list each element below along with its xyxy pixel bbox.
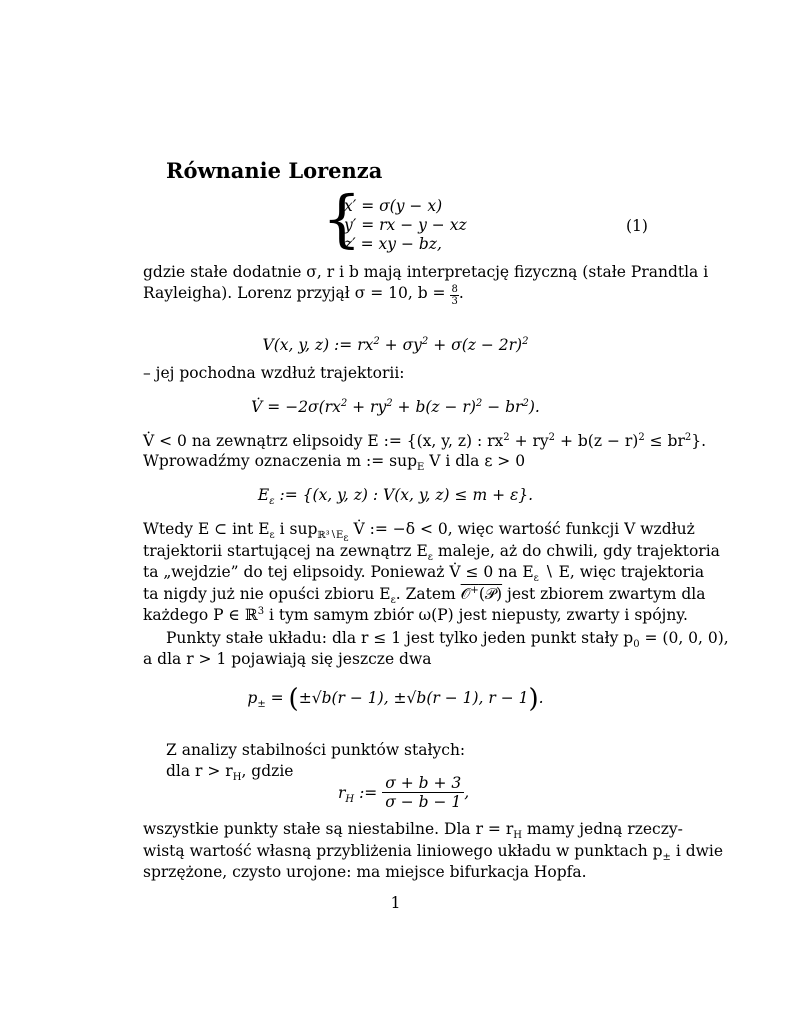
p3-part: = (0, 0, 0),: [639, 629, 729, 647]
vdot-part: − br: [482, 398, 523, 416]
p5-part: mamy jedną rzeczy-: [521, 820, 683, 838]
p2-part: maleje, aż do chwili, gdy trajektoria: [432, 542, 720, 560]
vdot-part: V̇ = −2σ(rx: [251, 398, 341, 416]
para5-line1: [143, 820, 683, 842]
rh-denominator: σ − b − 1: [385, 793, 462, 811]
equation-y: y′ = rx − y − xz: [344, 216, 467, 234]
rh-lhs: [338, 783, 378, 805]
ellipsoid-part: V̇ < 0 na zewnątrz elipsoidy E := {(x, y, z) : rx: [143, 432, 504, 450]
p2-part: ta „wejdzie” do tej elipsoidy. Ponieważ V̇ ≤ 0 na E: [143, 563, 534, 581]
p2-sub-text: ℝ³∖E: [317, 530, 344, 542]
vdot-sup: 2: [475, 397, 483, 409]
eps-sub: ε: [269, 496, 275, 508]
p3-part: Punkty stałe układu: dla r ≤ 1 jest tylko jeden punkt stały p: [166, 629, 634, 647]
ppm-part: =: [265, 689, 289, 707]
ellipsoid-sup: 2: [548, 431, 556, 443]
p2-part: ta nigdy już nie opuści zbioru E: [143, 585, 391, 603]
p3-sub: 0: [633, 639, 640, 651]
para5-line2: [143, 842, 724, 864]
notation-sub: E: [417, 462, 425, 474]
para4-line2: [166, 762, 294, 784]
p2-part: ∖ E, więc trajektoria: [538, 563, 705, 581]
p2-sub: ε: [533, 573, 539, 585]
vdot-sup: 2: [386, 397, 393, 409]
p2-part: jest zbiorem zwartym dla: [502, 585, 706, 603]
vdot-part: + ry: [347, 398, 387, 416]
p2-sub: ε: [390, 595, 396, 607]
para2-line1: [143, 520, 695, 545]
rh-fraction: [382, 774, 464, 811]
frac-num: 8: [451, 284, 458, 295]
p2-sub: ε: [427, 552, 433, 564]
rh-part: r: [338, 783, 346, 802]
vdot-part: ).: [528, 398, 540, 416]
p2-sub: [317, 530, 349, 545]
para2-line3: [143, 563, 705, 585]
lyap-part: V(x, y, z) := rx: [262, 336, 374, 354]
rh-comma: ,: [464, 783, 470, 802]
ellipsoid-sup: 2: [638, 431, 645, 443]
vdot-equation: [0, 398, 791, 416]
p2-subsub: ε: [343, 533, 349, 545]
rh-part: :=: [354, 783, 378, 802]
eps-set-equation: [0, 486, 791, 508]
derivative-intro: – jej pochodna wzdłuż trajektorii:: [143, 364, 405, 382]
equation-x: x′ = σ(y − x): [344, 197, 443, 215]
ppm-part: p: [247, 689, 258, 707]
orbit-sup: +: [470, 584, 479, 596]
ppm-sub: ±: [257, 699, 266, 711]
p2-part: trajektorii startującej na zewnątrz E: [143, 542, 428, 560]
p5-sub: ±: [662, 852, 671, 864]
eps-part: := {(x, y, z) : V(x, y, z) ≤ m + ε}.: [274, 486, 534, 504]
vdot-part: + b(z − r): [392, 398, 476, 416]
para1-line2-text: Rayleigha). Lorenz przyjął σ = 10, b =: [143, 284, 446, 302]
fraction-eight-thirds: [450, 284, 458, 307]
ellipsoid-part: + ry: [509, 432, 549, 450]
ppm-equation: [0, 684, 791, 714]
para2-line4: [143, 584, 706, 607]
orbit-arg: (𝒫): [478, 585, 503, 603]
ellipsoid-sup: 2: [503, 431, 510, 443]
page-number: 1: [390, 894, 401, 912]
right-paren: ): [528, 684, 539, 714]
lyapunov-function: [0, 336, 791, 354]
ppm-inner: ±√b(r − 1), ±√b(r − 1), r − 1: [298, 689, 529, 707]
p4-part: dla r > r: [166, 762, 233, 780]
p5-sub: H: [513, 830, 522, 842]
p2-part: . Zatem: [395, 585, 461, 603]
left-paren: (: [288, 684, 299, 714]
p5-part: wszystkie punkty stałe są niestabilne. Dla r = r: [143, 820, 514, 838]
p4-sub: H: [232, 772, 242, 784]
ellipsoid-part: ≤ br: [644, 432, 685, 450]
para4-line1: Z analizy stabilności punktów stałych:: [166, 741, 466, 759]
vdot-sup: 2: [522, 397, 529, 409]
para3-line1: [166, 629, 729, 651]
equation-z: z′ = xy − bz,: [344, 235, 442, 253]
eps-part: E: [257, 486, 270, 504]
equation-number: (1): [626, 217, 648, 235]
section-title: Równanie Lorenza: [166, 158, 383, 183]
ellipsoid-part: }.: [691, 432, 707, 450]
rh-equation: [338, 774, 469, 811]
left-brace: {: [322, 182, 362, 255]
notation-part: V i dla ε > 0: [424, 452, 526, 470]
vdot-sup: 2: [340, 397, 348, 409]
p2-sub: ε: [269, 530, 275, 542]
para1-line2-end: .: [458, 284, 464, 302]
ellipsoid-line: [143, 432, 706, 450]
lyap-part: + σy: [379, 336, 422, 354]
rh-numerator: σ + b + 3: [382, 774, 464, 793]
ellipsoid-sup: 2: [684, 431, 692, 443]
orbit-closure: [461, 585, 502, 603]
p4-part: , gdzie: [241, 762, 294, 780]
p2-sup: 3: [257, 605, 265, 617]
para5-line3: sprzężone, czysto urojone: ma miejsce bifurkacja Hopfa.: [143, 863, 587, 881]
para1-line2: [143, 284, 464, 307]
para3-line2: a dla r > 1 pojawiają się jeszcze dwa: [143, 650, 432, 668]
lyap-sup: 2: [421, 335, 429, 347]
notation-part: Wprowadźmy oznaczenia m := sup: [143, 452, 418, 470]
p5-part: i dwie: [670, 842, 724, 860]
lyap-part: + σ(z − 2r): [428, 336, 523, 354]
p2-part: każdego P ∈ ℝ: [143, 606, 258, 624]
lyap-sup: 2: [373, 335, 380, 347]
frac-den: 3: [451, 296, 458, 307]
p5-part: wistą wartość własną przybliżenia liniowego układu w punktach p: [143, 842, 663, 860]
rh-sub: H: [345, 793, 355, 805]
lyap-sup: 2: [522, 335, 529, 347]
notation-line: [143, 452, 526, 474]
p2-part: i sup: [274, 520, 318, 538]
p2-part: i tym samym zbiór ω(P) jest niepusty, zwarty i spójny.: [264, 606, 688, 624]
para2-line2: [143, 542, 720, 564]
ellipsoid-part: + b(z − r): [555, 432, 639, 450]
p2-part: V̇ := −δ < 0, więc wartość funkcji V wzdłuż: [348, 520, 695, 538]
orbit-symbol: 𝒪: [460, 585, 471, 603]
para2-line5: [143, 606, 688, 624]
ppm-part: .: [538, 689, 544, 707]
para1-line1: gdzie stałe dodatnie σ, r i b mają interpretację fizyczną (stałe Prandtla i: [143, 263, 709, 281]
p2-part: Wtedy E ⊂ int E: [143, 520, 270, 538]
